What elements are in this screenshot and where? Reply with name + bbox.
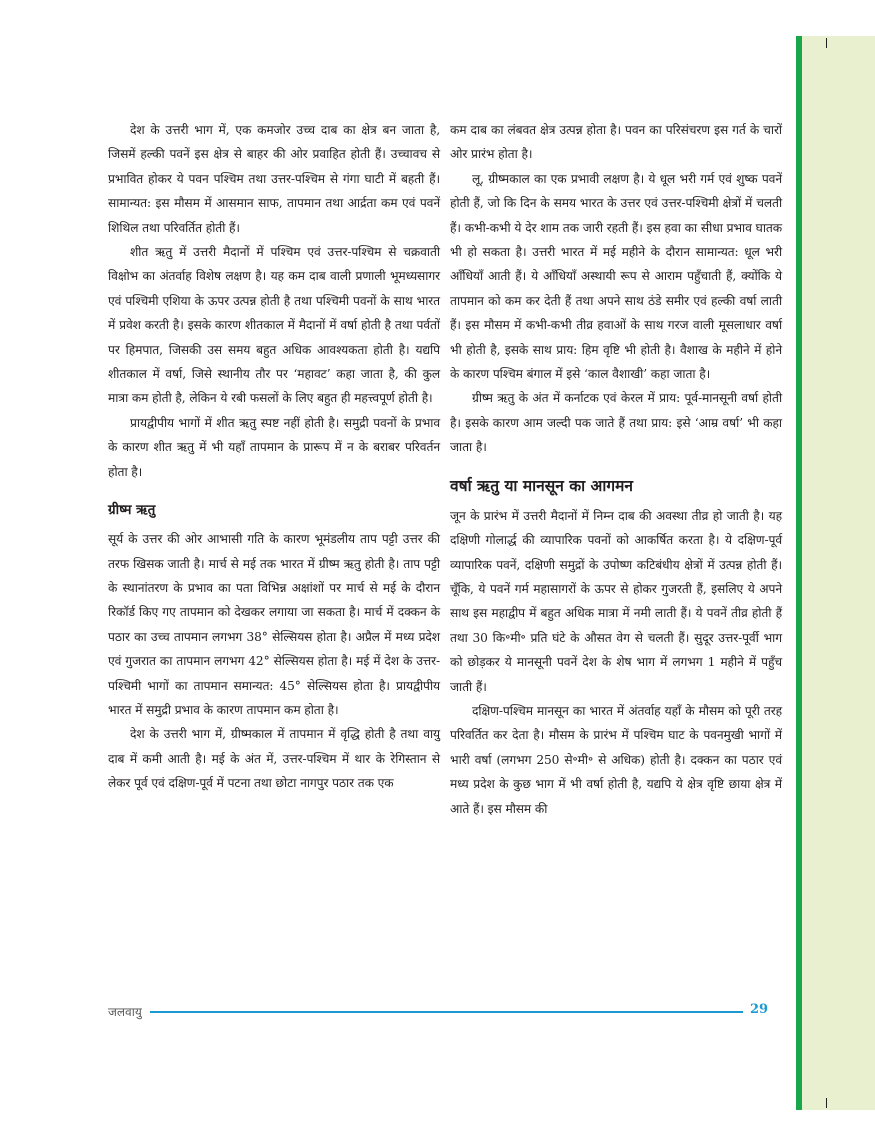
footer-chapter-name: जलवायु [108,1005,142,1019]
side-stripe [796,36,802,1110]
right-paragraph-3: ग्रीष्म ऋतु के अंत में कर्नाटक एवं केरल में प्राय: पूर्व-मानसूनी वर्षा होती है। इसके कारण आम जल्दी पक जाते हैं तथा प्राय: इसे ‘आम्र वर्षा’ भी कहा जाता है। [450,391,782,455]
summer-season-heading: ग्रीष्म ऋतु [108,502,156,519]
monsoon-section-heading: वर्षा ऋतु या मानसून का आगमन [450,475,633,495]
crop-mark-top [826,38,827,48]
left-paragraph-2: शीत ऋतु में उत्तरी मैदानों में पश्चिम एवं उत्तर-पश्चिम से चक्रवाती विक्षोभ का अंतर्वाह विशेष लक्षण है। यह कम दाब वाली प्रणाली भूमध्यसागर एवं पश्चिमी एशिया के ऊपर उत्पन्न होती है तथा पश्चिमी पवनों के साथ भारत में प्रवेश करती है। इसके कारण शीतकाल में मैदानों में वर्षा होती है तथा पर्वतों पर हिमपात, जिसकी उस समय बहुत अधिक आवश्यकता होती है। यद्यपि शीतकाल में वर्षा, जिसे स्थानीय तौर पर ‘महावट’ कहा जाता है, की कुल मात्रा कम होती है, लेकिन ये रबी फसलों के लिए बहुत ही महत्त्वपूर्ण होती है। [108,245,440,406]
left-column [108,118,440,796]
side-panel [802,36,875,1110]
right-column [450,118,782,821]
footer-rule [150,1011,743,1013]
right-paragraph-4: जून के प्रारंभ में उत्तरी मैदानों में निम्न दाब की अवस्था तीव्र हो जाती है। यह दक्षिणी गोलार्द्ध की व्यापारिक पवनों को आकर्षित करता है। ये दक्षिण-पूर्व व्यापारिक पवनें, दक्षिणी समुद्रों के उपोष्ण कटिबंधीय क्षेत्रों में उत्पन्न होती हैं। चूँकि, ये पवनें गर्म महासागरों के ऊपर से होकर गुजरती हैं, इसलिए ये अपने साथ इस महाद्वीप में बहुत अधिक मात्रा में नमी लाती हैं। ये पवनें तीव्र होती हैं तथा 30 कि॰मी॰ प्रति घंटे के औसत वेग से चलती हैं। सुदूर उत्तर-पूर्वी भाग को छोड़कर ये मानसूनी पवनें देश के शेष भाग में लगभग 1 महीने में पहुँच जाती हैं। [450,508,782,694]
crop-mark-bottom [826,1098,827,1108]
left-paragraph-3: प्रायद्वीपीय भागों में शीत ऋतु स्पष्ट नहीं होती है। समुद्री पवनों के प्रभाव के कारण शीत ऋतु में भी यहाँ तापमान के प्रारूप में न के बराबर परिवर्तन होता है। [108,415,440,479]
right-paragraph-1: कम दाब का लंबवत क्षेत्र उत्पन्न होता है। पवन का परिसंचरण इस गर्त के चारों ओर प्रारंभ होता है। [450,123,782,162]
left-paragraph-4: सूर्य के उत्तर की ओर आभासी गति के कारण भूमंडलीय ताप पट्टी उत्तर की तरफ खिसक जाती है। मार्च से मई तक भारत में ग्रीष्म ऋतु होती है। ताप पट्टी के स्थानांतरण के प्रभाव का पता विभिन्न अक्षांशों पर मार्च से मई के दौरान रिकॉर्ड किए गए तापमान को देखकर लगाया जा सकता है। मार्च में दक्कन के पठार का उच्च तापमान लगभग 38° सेल्सियस होता है। अप्रैल में मध्य प्रदेश एवं गुजरात का तापमान लगभग 42° सेल्सियस होता है। मई में देश के उत्तर-पश्चिमी भागों का तापमान समान्यत: 45° सेल्सियस होता है। प्रायद्वीपीय भारत में समुद्री प्रभाव के कारण तापमान कम होता है। [108,532,440,717]
left-paragraph-5: देश के उत्तरी भाग में, ग्रीष्मकाल में तापमान में वृद्धि होती है तथा वायु दाब में कमी आती है। मई के अंत में, उत्तर-पश्चिम में थार के रेगिस्तान से लेकर पूर्व एवं दक्षिण-पूर्व में पटना तथा छोटा नागपुर पठार तक एक [108,727,440,791]
page-number: 29 [750,1002,769,1017]
left-paragraph-1: देश के उत्तरी भाग में, एक कमजोर उच्च दाब का क्षेत्र बन जाता है, जिसमें हल्की पवनें इस क्षेत्र से बाहर की ओर प्रवाहित होती हैं। उच्चावच से प्रभावित होकर ये पवन पश्चिम तथा उत्तर-पश्चिम से गंगा घाटी में बहती हैं। सामान्यत: इस मौसम में आसमान साफ, तापमान तथा आर्द्रता कम एवं पवनें शिथिल तथा परिवर्तित होती हैं। [108,123,440,235]
right-paragraph-5: दक्षिण-पश्चिम मानसून का भारत में अंतर्वाह यहाँ के मौसम को पूरी तरह परिवर्तित कर देता है। मौसम के प्रारंभ में पश्चिम घाट के पवनमुखी भागों में भारी वर्षा (लगभग 250 से॰मी॰ से अधिक) होती है। दक्कन का पठार एवं मध्य प्रदेश के कुछ भाग में भी वर्षा होती है, यद्यपि ये क्षेत्र वृष्टि छाया क्षेत्र में आते हैं। इस मौसम की [450,703,782,816]
right-paragraph-2: लू, ग्रीष्मकाल का एक प्रभावी लक्षण है। ये धूल भरी गर्म एवं शुष्क पवनें होती हैं, जो कि दिन के समय भारत के उत्तर एवं उत्तर-पश्चिमी क्षेत्रों में चलती हैं। कभी-कभी ये देर शाम तक जारी रहती हैं। इस हवा का सीधा प्रभाव घातक भी हो सकता है। उत्तरी भारत में मई महीने के दौरान सामान्यत: धूल भरी आँधियाँ आती हैं। ये आँधियाँ अस्थायी रूप से आराम पहुँचाती हैं, क्योंकि ये तापमान को कम कर देती हैं तथा अपने साथ ठंडे समीर एवं हल्की वर्षा लाती हैं। इस मौसम में कभी-कभी तीव्र हवाओं के साथ गरज वाली मूसलाधार वर्षा भी होती है, इसके साथ प्राय: हिम वृष्टि भी होती है। वैशाख के महीने में होने के कारण पश्चिम बंगाल में इसे ‘काल वैशाखी’ कहा जाता है। [450,171,782,382]
